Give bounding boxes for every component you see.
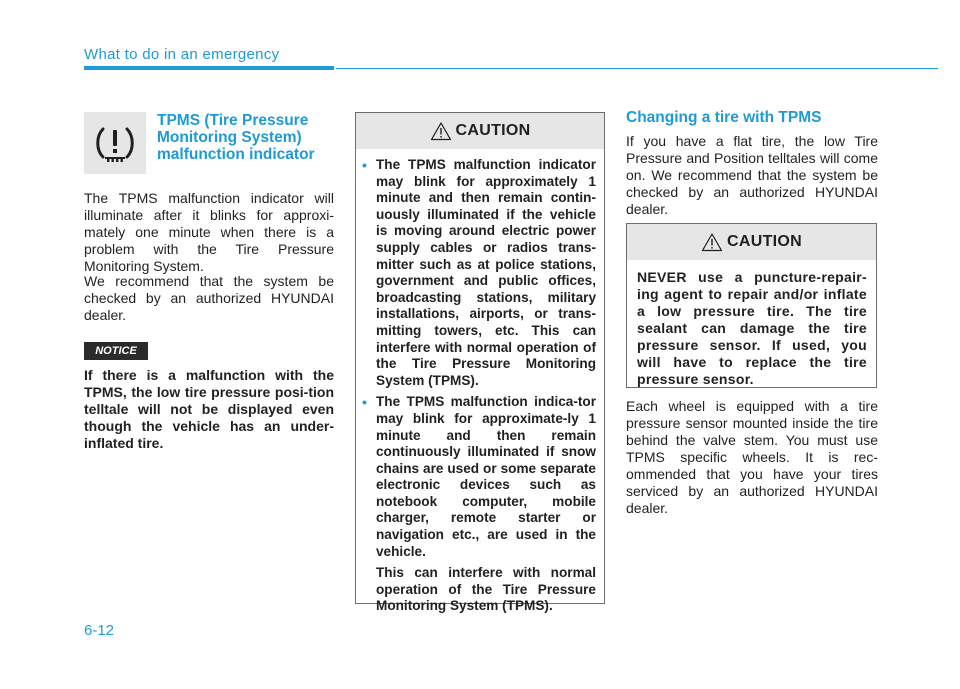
- heading-line: malfunction indicator: [157, 146, 315, 163]
- changing-tire-heading: Changing a tire with TPMS: [626, 109, 822, 126]
- warning-triangle-icon: [430, 121, 452, 141]
- tpms-indicator-heading: [157, 112, 335, 163]
- bullet-dot: •: [362, 157, 367, 173]
- caution-bullet: [362, 394, 596, 560]
- notice-badge: NOTICE: [84, 342, 148, 360]
- heading-line: TPMS (Tire Pressure: [157, 112, 309, 129]
- header-rule: [336, 68, 938, 69]
- caution-label: CAUTION: [727, 233, 802, 250]
- caution-bullet: [362, 157, 596, 389]
- caution-box-sealant: [626, 223, 877, 388]
- caution-bullet-text: The TPMS malfunction indicator may blink for approximately 1 minute and then remain contin-uously illuminated if the vehicle is moving around electric power supply cables or radios trans-mitter such as at police stations, government and public offices, broadcasting stations, military installations, airports, or trans-mitting towers, etc. This can interfere with normal operation of the Tire Pressure Monitoring System (TPMS).: [376, 157, 596, 388]
- caution-label: CAUTION: [455, 122, 531, 139]
- wheel-sensor-paragraph: Each wheel is equipped with a tire pressure sensor mounted inside the tire behind the valve stem. You must use TPMS specific wheels. It is rec-ommended that you have your tires serviced by an authorized HYUNDAI dealer.: [626, 398, 878, 516]
- caution-header: [627, 224, 876, 260]
- dealer-recommendation-paragraph: We recommend that the system be checked by an authorized HYUNDAI dealer.: [84, 273, 334, 323]
- flat-tire-paragraph: If you have a flat tire, the low Tire Pressure and Position telltales will come on. We recommend that the system be checked by an authorized HYUNDAI dealer.: [626, 133, 878, 217]
- caution-content: NEVER use a puncture-repair-ing agent to repair and/or inflate a low pressure tire. The tire sealant can damage the tire pressure sensor. If used, you will have to replace the tire pressure sensor.: [637, 269, 867, 387]
- header-accent-bar: [84, 66, 334, 70]
- tpms-malfunction-icon: [84, 112, 146, 174]
- section-title: What to do in an emergency: [84, 46, 280, 63]
- caution-box-blink: [355, 112, 605, 614]
- caution-followup-text: This can interfere with normal operation of the Tire Pressure Monitoring System (TPMS).: [376, 565, 596, 614]
- caution-content: [356, 149, 604, 615]
- caution-header: [356, 113, 604, 149]
- caution-bullet-text: The TPMS malfunction indica-tor may blink for approximate-ly 1 minute and then remain continuously illuminated if snow chains are used or some separate electronic devices such as notebook computer, mobile charger, remote starter or navigation etc., are used in the vehicle.: [376, 394, 596, 559]
- warning-triangle-icon: [701, 232, 723, 252]
- heading-line: Monitoring System): [157, 129, 302, 146]
- page-number: 6-12: [84, 622, 115, 639]
- notice-text: If there is a malfunction with the TPMS, the low tire pressure posi-tion telltale will not be displayed even though the vehicle has an under-inflated tire.: [84, 367, 334, 451]
- bullet-dot: •: [362, 394, 367, 411]
- tpms-indicator-paragraph: The TPMS malfunction indicator will illuminate after it blinks for approxi-mately one minute when there is a problem with the Tire Pressure Monitoring System.: [84, 190, 334, 274]
